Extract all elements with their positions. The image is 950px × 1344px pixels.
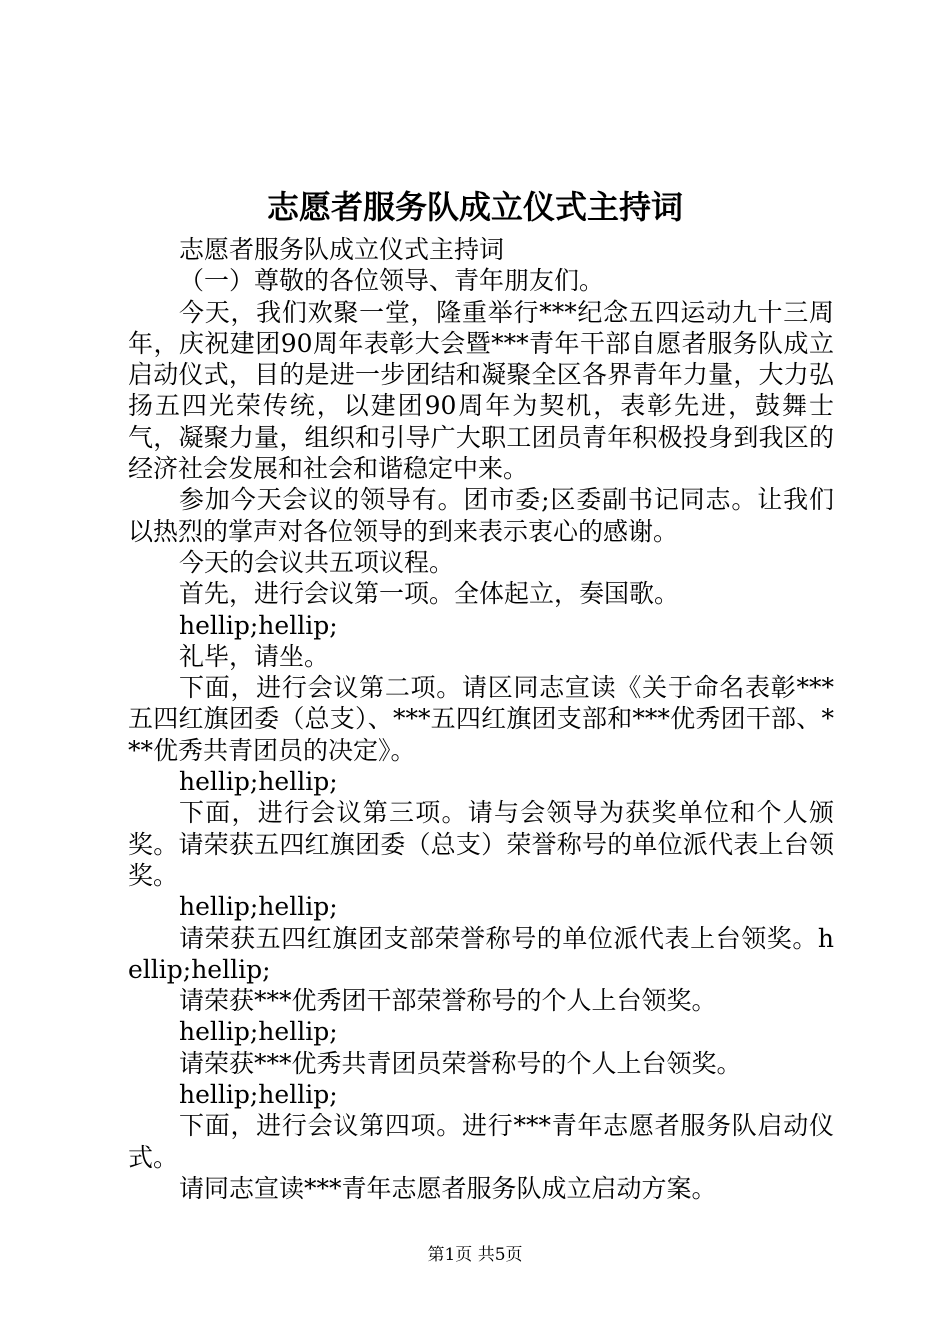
paragraph-subtitle: 志愿者服务队成立仪式主持词 — [179, 235, 505, 264]
paragraph-ellipsis: hellip;hellip; — [179, 1080, 338, 1110]
paragraph-agenda: 今天的会议共五项议程。 — [179, 547, 455, 577]
paragraph-opening: 今天，我们欢聚一堂，隆重举行***纪念五四运动九十三周年，庆祝建团90周年表彰大会暨***青年干部自愿者服务队成立启动仪式，目的是进一步团结和凝聚全区各界青年力量，大力弘扬五四光荣传统，以建团90周年为契机，表彰先进，鼓舞士气，凝聚力量，组织和引导广大职工团员青年积极投身到我区的经济社会发展和社会和谐稳定中来。 — [128, 297, 834, 484]
page-footer: 第1页 共5页 — [427, 1245, 523, 1265]
paragraph-award-cadre: 请荣获***优秀团干部荣誉称号的个人上台领奖。 — [179, 986, 717, 1016]
paragraph-item-four: 下面，进行会议第四项。进行***青年志愿者服务队启动仪式。 — [128, 1111, 834, 1172]
paragraph-ellipsis: hellip;hellip; — [179, 892, 338, 922]
paragraph-ellipsis: hellip;hellip; — [179, 610, 338, 640]
paragraph-ellipsis: hellip;hellip; — [179, 1017, 338, 1047]
paragraph-ellipsis: hellip;hellip; — [179, 767, 338, 797]
paragraph-award-member: 请荣获***优秀共青团员荣誉称号的个人上台领奖。 — [179, 1048, 742, 1078]
paragraph-award-branch: 请荣获五四红旗团支部荣誉称号的单位派代表上台领奖。hellip;hellip; — [128, 923, 834, 984]
paragraph-greeting: （一）尊敬的各位领导、青年朋友们。 — [179, 266, 605, 296]
document-body — [128, 234, 834, 1204]
paragraph-item-two: 下面，进行会议第二项。请区同志宣读《关于命名表彰***五四红旗团委（总支）、***五四红旗团支部和***优秀团干部、***优秀共青团员的决定》。 — [128, 673, 834, 765]
paragraph-be-seated: 礼毕，请坐。 — [179, 641, 330, 671]
paragraph-launch-plan: 请同志宣读***青年志愿者服务队成立启动方案。 — [179, 1173, 717, 1203]
paragraph-leaders: 参加今天会议的领导有。团市委;区委副书记同志。让我们以热烈的掌声对各位领导的到来表示衷心的感谢。 — [128, 485, 834, 546]
paragraph-item-one: 首先，进行会议第一项。全体起立，奏国歌。 — [179, 579, 680, 609]
document-title: 志愿者服务队成立仪式主持词 — [266, 188, 683, 226]
paragraph-item-three: 下面，进行会议第三项。请与会领导为获奖单位和个人颁奖。请荣获五四红旗团委（总支）荣誉称号的单位派代表上台领奖。 — [128, 798, 834, 890]
